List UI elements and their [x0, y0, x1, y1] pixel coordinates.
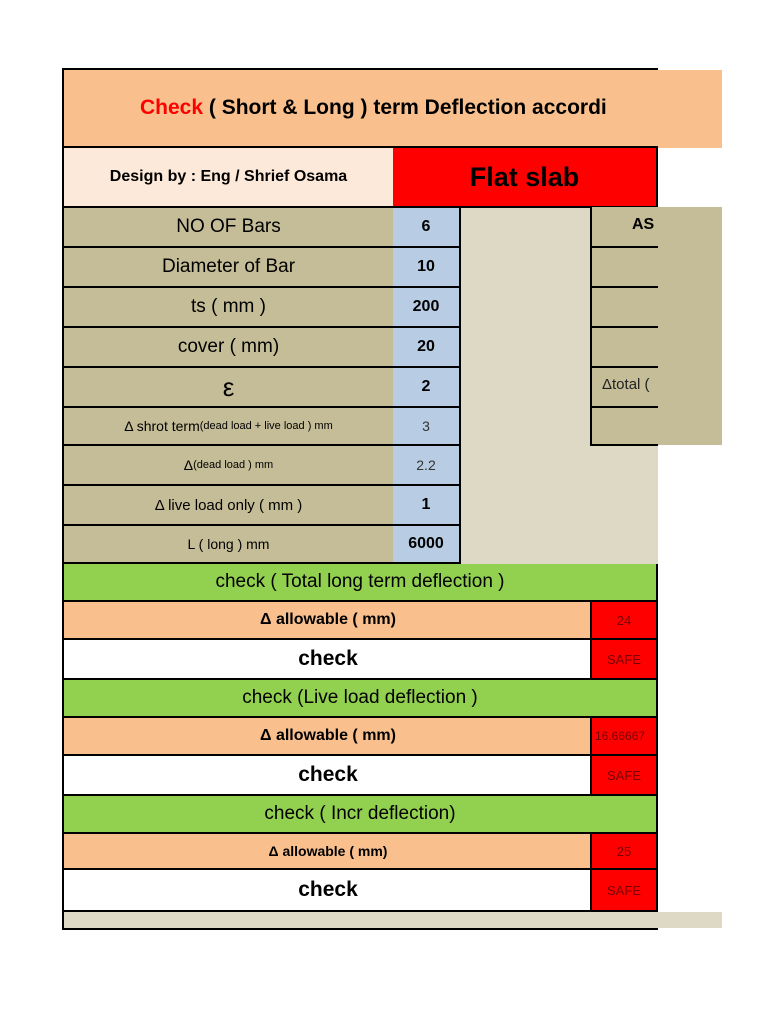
right-panel-line-6 — [590, 444, 658, 446]
check-label-1: check — [64, 640, 592, 680]
input-value-no-of-bars[interactable]: 6 — [393, 208, 461, 248]
check-result-1: SAFE — [590, 640, 658, 680]
input-label-no-of-bars: NO OF Bars — [64, 208, 395, 248]
input-label-epsilon: ε — [64, 368, 395, 408]
allowable-value-1: 24 — [590, 602, 658, 640]
page-title — [140, 96, 658, 124]
input-label-dead-load: Δ (dead load ) mm — [64, 446, 395, 486]
allowable-label-1: Δ allowable ( mm) — [64, 602, 592, 640]
input-label-cover: cover ( mm) — [64, 328, 395, 368]
check-label-3: check — [64, 870, 592, 912]
title-check-word: Check — [140, 96, 204, 119]
allowable-label-2: Δ allowable ( mm) — [64, 718, 592, 756]
allowable-label-3: Δ allowable ( mm) — [64, 834, 592, 870]
right-panel-line-1 — [590, 246, 658, 248]
input-value-live-load[interactable]: 1 — [393, 486, 461, 526]
section-title-incr: check ( Incr deflection) — [64, 796, 658, 834]
section-title-total-long-term: check ( Total long term deflection ) — [64, 564, 658, 602]
check-result-3: SAFE — [590, 870, 658, 912]
bottom-strip — [64, 912, 722, 928]
input-value-epsilon[interactable]: 2 — [393, 368, 461, 408]
right-panel-line-4 — [590, 366, 658, 368]
designer-text: Design by : Eng / Shrief Osama — [109, 168, 348, 185]
input-value-l-long[interactable]: 6000 — [393, 526, 461, 564]
right-panel-total-label: Δtotal ( — [602, 376, 650, 393]
input-value-short-term[interactable]: 3 — [393, 408, 461, 446]
input-label-diameter: Diameter of Bar — [64, 248, 395, 288]
check-result-2: SAFE — [590, 756, 658, 796]
section-title-live-load: check (Live load deflection ) — [64, 680, 658, 718]
allowable-value-2: 16.66667 — [590, 718, 658, 756]
input-label-short-term: Δ shrot term (dead load + live load ) mm — [64, 408, 395, 446]
input-value-cover[interactable]: 20 — [393, 328, 461, 368]
allowable-value-3: 25 — [590, 834, 658, 870]
input-label-l-long: L ( long ) mm — [64, 526, 395, 564]
right-panel-line-2 — [590, 286, 658, 288]
title-rest: ( Short & Long ) term Deflection accordi — [203, 96, 607, 119]
input-label-ts: ts ( mm ) — [64, 288, 395, 328]
input-value-ts[interactable]: 200 — [393, 288, 461, 328]
slab-type-text: Flat slab — [469, 161, 580, 192]
input-value-diameter[interactable]: 10 — [393, 248, 461, 288]
input-value-dead-load[interactable]: 2.2 — [393, 446, 461, 486]
frame-bottom-line — [62, 928, 658, 930]
right-panel-header: AS — [632, 216, 655, 233]
slab-type-cell — [393, 148, 658, 208]
designer-cell — [64, 148, 395, 208]
right-panel-line-3 — [590, 326, 658, 328]
check-label-2: check — [64, 756, 592, 796]
right-panel-line-5 — [590, 406, 658, 408]
input-label-live-load: Δ live load only ( mm ) — [64, 486, 395, 526]
